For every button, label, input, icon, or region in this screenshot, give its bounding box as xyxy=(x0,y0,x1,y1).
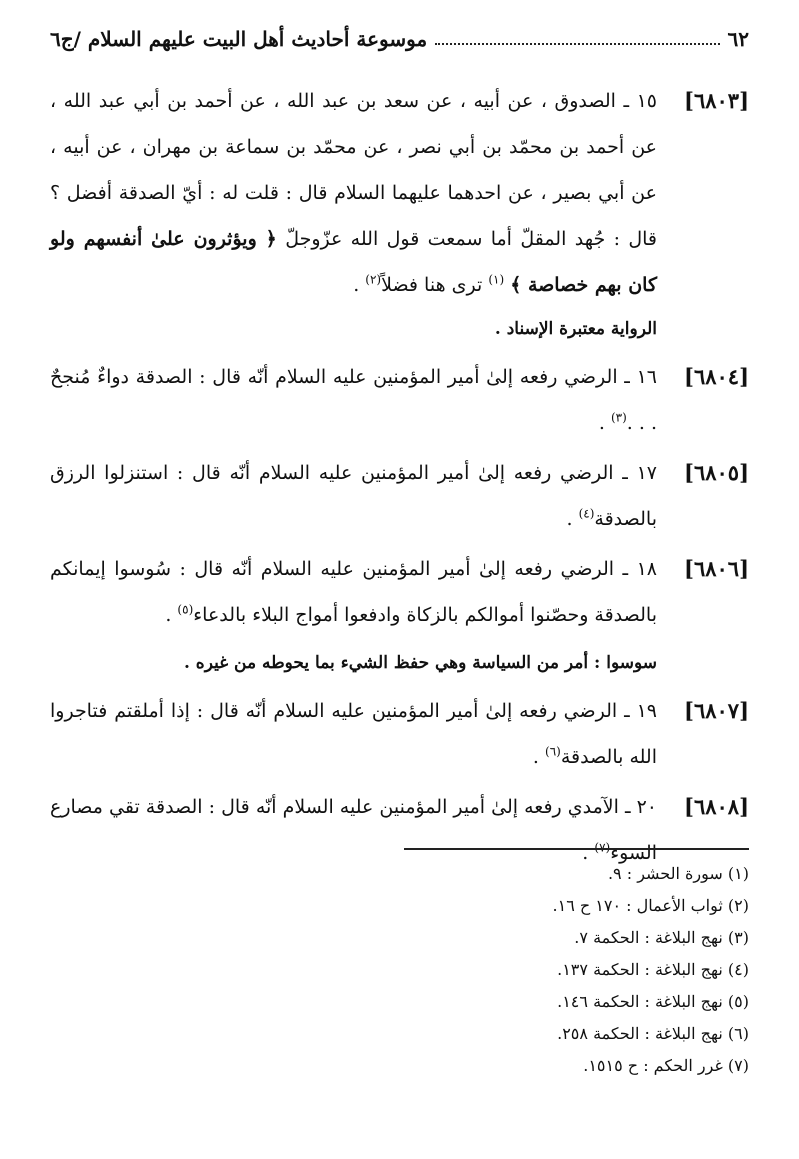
hadith-text xyxy=(50,78,657,308)
period: . xyxy=(532,746,539,768)
footnote-ref: (٥) xyxy=(177,602,194,617)
hadith-continuation: ترى هنا فضلاً xyxy=(381,274,483,296)
footnote-item: (٦) نهج البلاغة : الحكمة ٢٥٨. xyxy=(557,1024,749,1043)
footnote-item: (١) سورة الحشر : ٩. xyxy=(607,864,749,883)
hadith-number: [٦٨٠٣] xyxy=(684,88,749,113)
footnote-item: (٧) غرر الحكم : ح ١٥١٥. xyxy=(583,1056,749,1075)
running-title: موسوعة أحاديث أهل البيت عليهم السلام /ج٦ xyxy=(50,27,428,51)
footnote-ref: (٧) xyxy=(594,840,611,855)
hadith-chain: ١٥ ـ الصدوق ، عن أبيه ، عن سعد بن عبد الله ، عن أحمد بن أبي عبد الله ، عن أحمد بن محمّد بن أبي نصر ، عن محمّد بن سماعة بن مهران ، عن أبيه ، عن أبي بصير ، عن احدهما عليهما السلام قال : قلت له : أيّ الصدقة أفضل ؟ قال : جُهد المقلّ أما سمعت قول الله عزّوجلّ xyxy=(50,90,657,250)
hadith-entry-6805 xyxy=(50,450,749,542)
period: . xyxy=(165,604,172,626)
hadith-text xyxy=(50,688,657,780)
hadith-number: [٦٨٠٨] xyxy=(684,794,749,819)
hadith-entry-6804 xyxy=(50,354,749,446)
hadith-number: [٦٨٠٦] xyxy=(684,556,749,581)
footnote-ref: (٤) xyxy=(578,506,595,521)
footnote-item: (٢) ثواب الأعمال : ١٧٠ ح ١٦. xyxy=(552,896,749,915)
footnote-ref: (١) xyxy=(488,272,505,287)
hadith-number: [٦٨٠٤] xyxy=(684,364,749,389)
period: . xyxy=(598,412,605,434)
hadith-body: ١٩ ـ الرضي رفعه إلىٰ أمير المؤمنين عليه السلام أنّه قال : إذا أملقتم فتاجروا الله بالصدقة xyxy=(50,700,657,768)
period: . xyxy=(582,842,589,864)
page-header xyxy=(50,24,749,54)
hadith-body: ١٧ ـ الرضي رفعه إلىٰ أمير المؤمنين عليه السلام أنّه قال : استنزلوا الرزق بالصدقة xyxy=(50,462,657,530)
period: . xyxy=(566,508,573,530)
hadith-text xyxy=(50,354,657,446)
hadith-entry-6803 xyxy=(50,78,749,308)
page-body xyxy=(50,78,749,880)
glossary-note: سوسوا : أمر من السياسة وهي حفظ الشيء بما يحوطه من غيره . xyxy=(183,653,657,673)
footnote-ref: (٦) xyxy=(545,744,561,759)
hadith-body: ١٦ ـ الرضي رفعه إلىٰ أمير المؤمنين عليه السلام أنّه قال : الصدقة دواءٌ مُنجحٌ . . . xyxy=(50,366,657,434)
page-number: ٦٢ xyxy=(727,27,749,51)
footnote-item: (٥) نهج البلاغة : الحكمة ١٤٦. xyxy=(557,992,749,1011)
hadith-entry-6806 xyxy=(50,546,749,638)
hadith-body: ١٨ ـ الرضي رفعه إلىٰ أمير المؤمنين عليه السلام أنّه قال : سُوسوا إيمانكم بالصدقة وحصّنوا أموالكم بالزكاة وادفعوا أمواج البلاء بالدعاء xyxy=(50,558,657,626)
header-dot-leader xyxy=(435,33,719,45)
quran-verse: ﴿ ويؤثرون علىٰ أنفسهم ولو كان بهم خصاصة ﴾ xyxy=(50,228,657,296)
hadith-number: [٦٨٠٧] xyxy=(684,698,749,723)
chain-note: الرواية معتبرة الإسناد . xyxy=(494,319,657,339)
period: . xyxy=(353,274,360,296)
footnote-item: (٤) نهج البلاغة : الحكمة ١٣٧. xyxy=(557,960,749,979)
footnote-ref: (٣) xyxy=(610,410,627,425)
footnote-item: (٣) نهج البلاغة : الحكمة ٧. xyxy=(574,928,749,947)
hadith-text xyxy=(50,546,657,638)
hadith-number: [٦٨٠٥] xyxy=(684,460,749,485)
hadith-entry-6807 xyxy=(50,688,749,780)
hadith-body: ٢٠ ـ الآمدي رفعه إلىٰ أمير المؤمنين عليه السلام أنّه قال : الصدقة تقي مصارع السوء xyxy=(50,796,657,864)
footnote-separator xyxy=(404,848,749,850)
footnote-ref: (٢) xyxy=(365,272,382,287)
footnotes xyxy=(49,858,749,1082)
hadith-text xyxy=(50,450,657,542)
